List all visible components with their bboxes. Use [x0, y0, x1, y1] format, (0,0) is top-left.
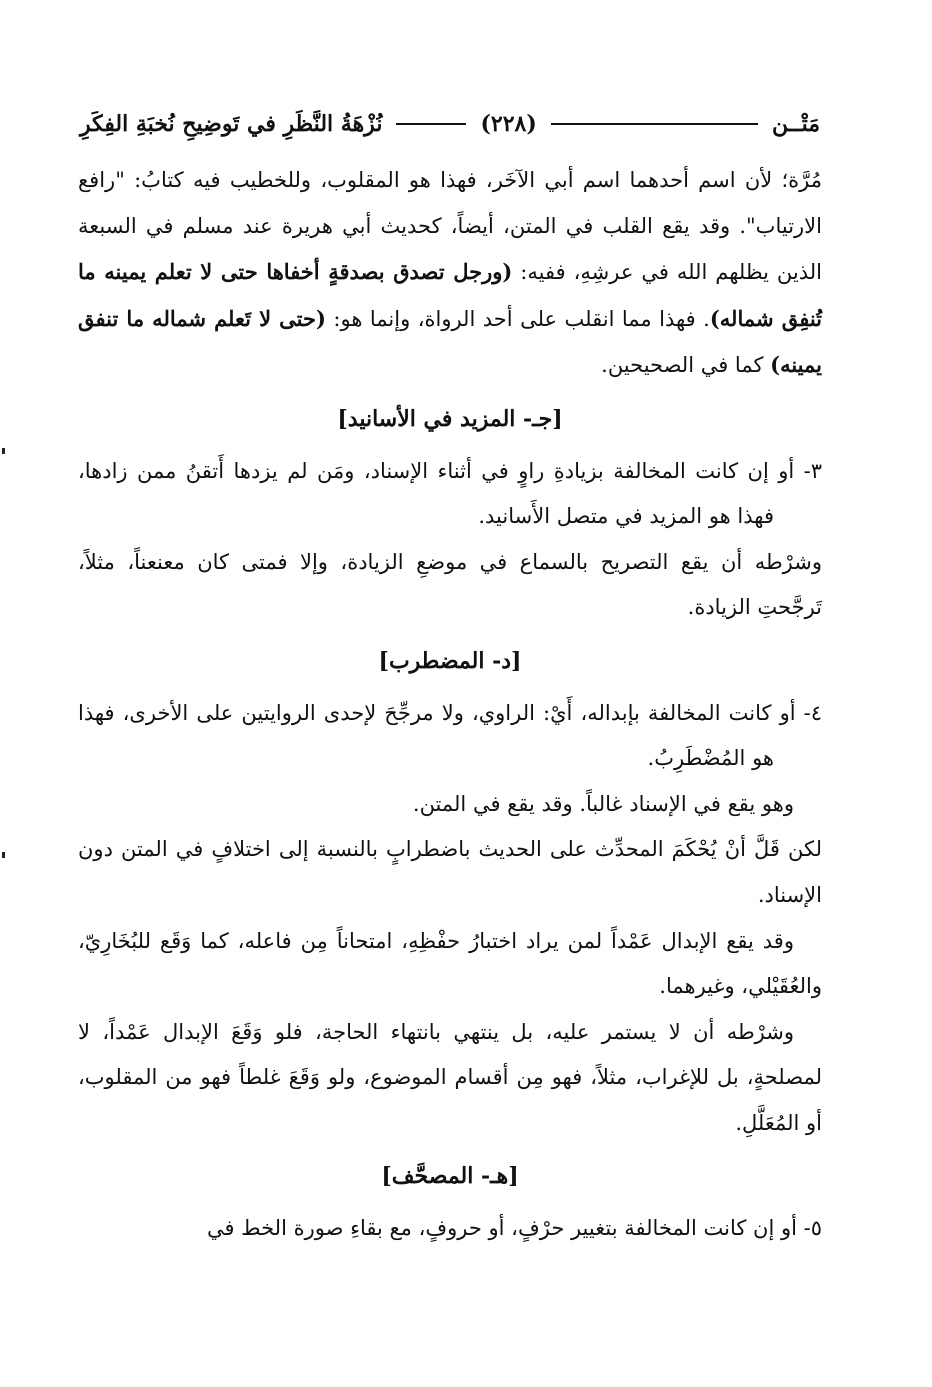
- scan-edge-mark: [2, 448, 5, 454]
- book-title: نُزْهَةُ النَّظَرِ في تَوضِيحِ نُخبَةِ الفِكَرِ: [80, 111, 383, 137]
- header-matn-label: مَتْــن: [771, 111, 820, 137]
- page-number: (٢٢٨): [480, 111, 537, 137]
- scan-edge-mark: [2, 852, 5, 858]
- paragraph-text: . فهذا مما انقلب على أحد الرواة، وإنما هو:: [325, 306, 710, 331]
- paragraph-text: كما في الصحيحين.: [601, 353, 771, 378]
- paragraph-maqlub-matn: [78, 158, 822, 389]
- paragraph-ibdal-condition: وشرْطه أن لا يستمر عليه، بل ينتهي بانتهاء الحاجة، فلو وَقَعَ الإبدال عَمْداً، لا لمصلحةٍ، بل للإغراب، مثلاً، فهو مِن أقسام الموضوع، ولو وَقَعَ غلطاً فهو من المقلوب، أو المُعَلَّلِ.: [78, 1019, 822, 1135]
- paragraph-musahhaf-definition: ٥- أو إن كانت المخالفة بتغيير حرْفٍ، أو حروفٍ، مع بقاءِ صورة الخط في: [206, 1216, 822, 1241]
- section-heading-musahhaf: [هـ- المصحَّف]: [381, 1163, 519, 1190]
- paragraph-text: مُرَّة؛ لأن اسم أحدهما اسم أبي الآخَر، فهذا هو المقلوب، وللخطيب فيه كتابُ: "رافع الارتياب". وقد يقع القلب في المتن، أيضاً، كحديث أبي هريرة عند مسلم في السبعة الذين يظلهم الله في عرشِهِ، ففيه:: [78, 168, 822, 285]
- paragraph-mudtarib-occurrence: وهو يقع في الإسناد غالباً. وقد يقع في المتن.: [412, 791, 794, 816]
- paragraph-mudtarib-definition: ٤- أو كانت المخالفة بإبداله، أَيْ: الراوي، ولا مرجِّحَ لإحدى الروايتين على الأخرى، فهذا هو المُضْطَرِبُ.: [78, 700, 822, 771]
- running-header: [80, 102, 820, 146]
- header-rule-right: [551, 123, 758, 125]
- hadith-quote-bold: (حتى لا تَعلم شماله ما تنفق يمينه): [78, 305, 822, 378]
- paragraph-ibdal-amd: وقد يقع الإبدال عَمْداً لمن يراد اختبارُ حفْظِهِ، امتحاناً مِن فاعله، كما وَقَع للبُخَارِيّ، والعُقَيْلي، وغيرهما.: [78, 928, 822, 999]
- header-rule-left: [396, 123, 466, 125]
- paragraph-mazid-condition: وشرْطه أن يقع التصريح بالسماع في موضعِ الزيادة، وإلا فمتى كان معنعناً، مثلاً، تَرجَّحتِ الزيادة.: [78, 549, 822, 620]
- section-heading-mazid: [جـ- المزيد في الأسانيد]: [337, 405, 563, 432]
- page-body: [78, 158, 822, 1252]
- hadith-quote-bold: (ورجل تصدق بصدقةٍ أخفاها حتى لا تعلم يمينه ما تُنفِق شماله): [78, 259, 823, 331]
- paragraph-mazid-definition: ٣- أو إن كانت المخالفة بزيادةِ راوٍ في أثناء الإسناد، ومَن لم يزدها أَتقنُ ممن زادها، فهذا هو المزيد في متصل الأَسانيد.: [78, 458, 822, 529]
- section-heading-mudtarib: [د- المضطرب]: [378, 647, 522, 674]
- paragraph-mudtarib-matn: لكن قَلَّ أنْ يُحْكَمَ المحدِّث على الحديث باضطرابٍ بالنسبة إلى اختلافٍ في المتن دون الإسناد.: [78, 837, 822, 907]
